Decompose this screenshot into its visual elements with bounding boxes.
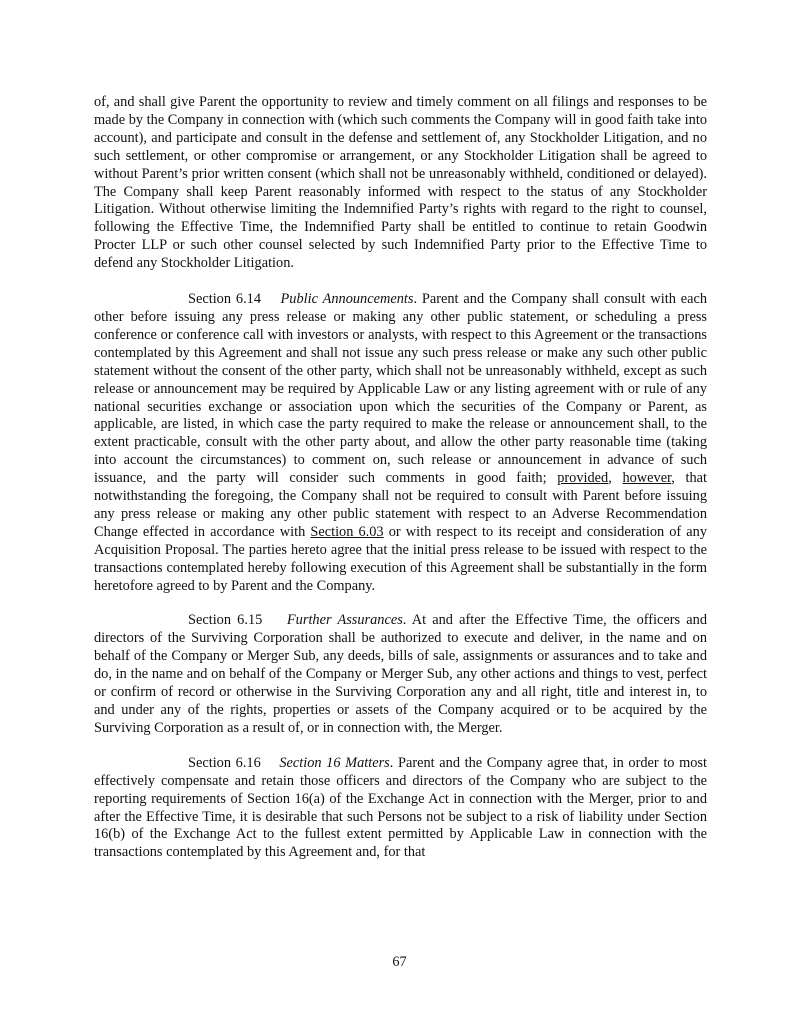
section-cross-reference: Section 6.03	[310, 523, 384, 540]
provided-term: provided	[557, 470, 609, 487]
page-number: 67	[392, 954, 407, 970]
section-heading: Further Assurances	[286, 612, 403, 629]
section-6-15	[94, 612, 707, 737]
section-6-16	[94, 755, 707, 862]
section-text: , that notwithstanding the foregoing, the Company shall not be required to consult with Parent before issuing any press release or making any other public statement with respect to an Adverse Recommendation Change effected in accordance with	[94, 470, 708, 540]
section-number: Section 6.16	[188, 754, 261, 771]
section-text: . At and after the Effective Time, the officers and directors of the Surviving Corporation shall be authorized to execute and deliver, in the name and on behalf of the Company or Merger Sub, any deeds, bills of sale, assignments or assurances and to take and do, in the name and on behalf of the Company or Merger Sub, any other actions and things to vest, perfect or confirm of record or otherwise in the Surviving Corporation any and all right, title and interest in, to and under any of the rights, properties or assets of the Company acquired or to be acquired by the Surviving Corporation as a result of, or in connection with, the Merger.	[94, 612, 707, 736]
paragraph-continuation	[94, 94, 707, 273]
separator: ,	[608, 470, 623, 487]
section-text: . Parent and the Company shall consult with each other before issuing any press release or making any other public statement, or scheduling a press conference or conference call with investors or analysts, with respect to this Agreement or the transactions contemplated by this Agreement and shall not issue any such press release or make any such other public statement without the consent of the other party, which shall not be unreasonably withheld, except as such release or announcement may be required by Applicable Law or any listing agreement with or rule of any national securities exchange or association upon which the securities of the Company or Parent, as applicable, are listed, in which case the party required to make the release or announcement shall, to the extent practicable, consult with the other party about, and allow the other party reasonable time (taking into account the circumstances) to comment on, such release or announcement in advance of such issuance, and the party will consider such comments in good faith;	[94, 291, 708, 487]
section-text: or with respect to its receipt and consideration of any Acquisition Proposal. The parties hereto agree that the initial press release to be issued with respect to the transactions contemplated hereby following execution of this Agreement shall be substantially in the form heretofore agreed to by Parent and the Company.	[94, 523, 708, 594]
paragraph-text: of, and shall give Parent the opportunity to review and timely comment on all filings and responses to be made by the Company in connection with (which such comments the Company will in good faith take into account), and participate and consult in the defense and settlement of, any Stockholder Litigation, and no such settlement, or other compromise or arrangement, or any Stockholder Litigation shall be agreed to without Parent’s prior written consent (which shall not be unreasonably withheld, conditioned or delayed). The Company shall keep Parent reasonably informed with respect to the status of any Stockholder Litigation. Without otherwise limiting the Indemnified Party’s rights with regard to the right to counsel, following the Effective Time, the Indemnified Party shall be entitled to continue to retain Goodwin Procter LLP or such other counsel selected by such Indemnified Party prior to the Effective Time to defend any Stockholder Litigation.	[94, 94, 707, 272]
section-number: Section 6.14	[188, 291, 262, 308]
section-heading: Section 16 Matters	[279, 754, 390, 771]
section-6-14	[94, 291, 707, 595]
document-page	[94, 94, 707, 879]
section-text: . Parent and the Company agree that, in order to most effectively compensate and retain those officers and directors of the Company who are subject to the reporting requirements of Section 16(a) of the Exchange Act in connection with the Merger, prior to and after the Effective Time, it is desirable that such Persons not be subject to a risk of liability under Section 16(b) of the Exchange Act to the fullest extent permitted by Applicable Law in connection with the transactions contemplated by this Agreement and, for that	[94, 754, 708, 861]
section-number: Section 6.15	[188, 612, 263, 629]
however-term: however	[622, 470, 672, 487]
section-heading: Public Announcements	[280, 291, 414, 308]
